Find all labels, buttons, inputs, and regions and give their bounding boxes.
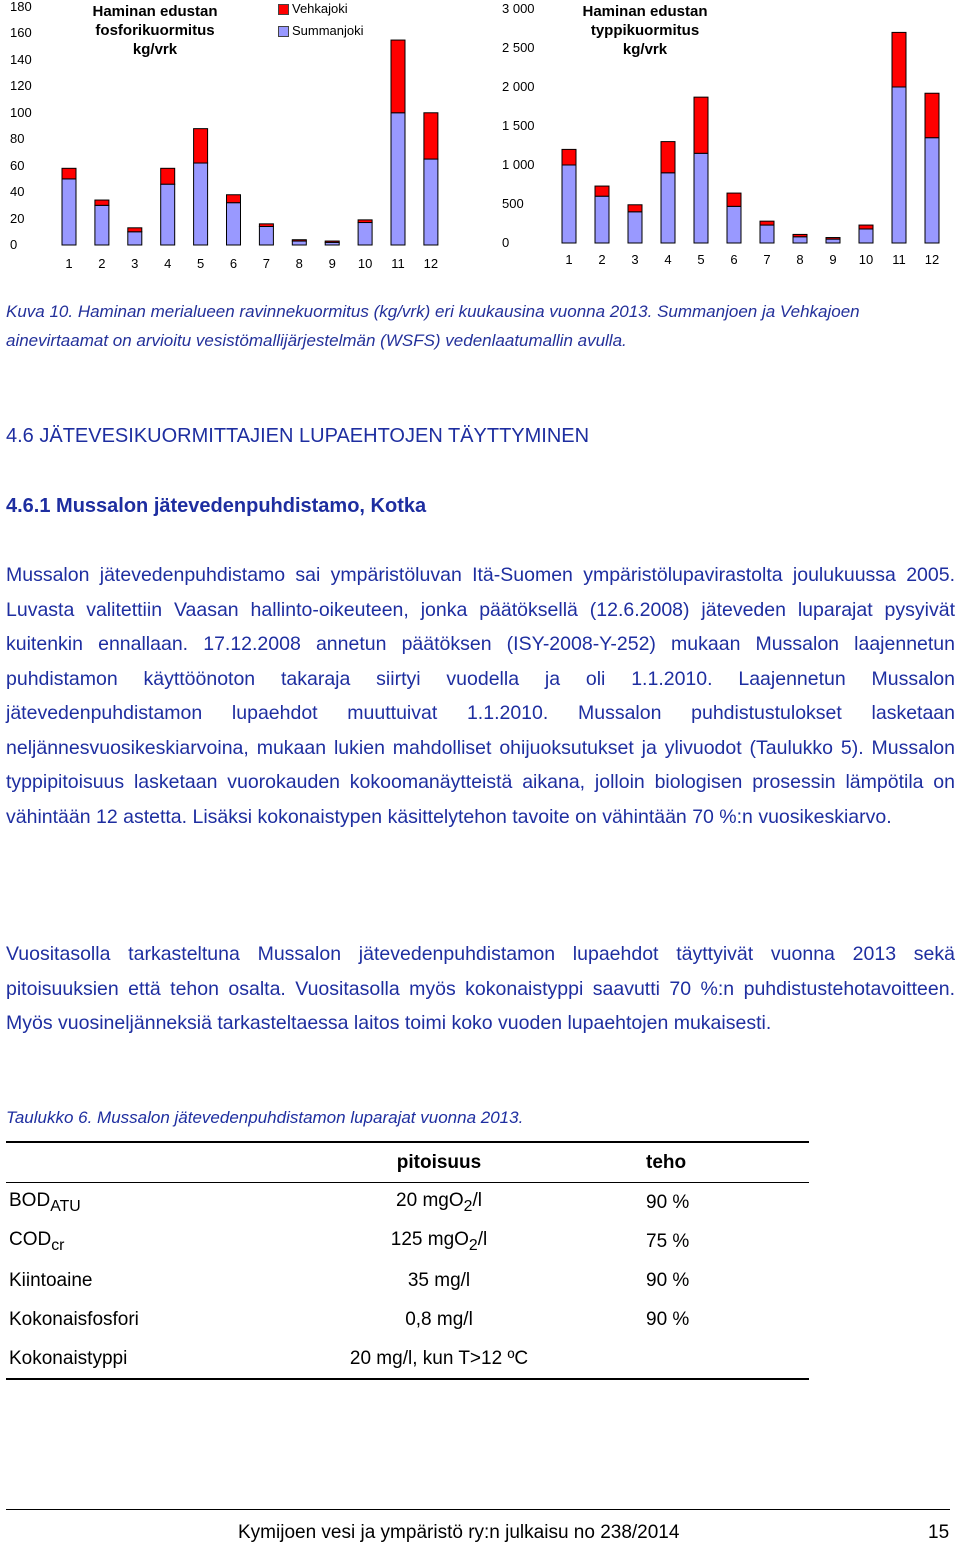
bar-vehkajoki-11 [892, 32, 906, 87]
bar-summanjoki-12 [925, 138, 939, 243]
bar-vehkajoki-7 [760, 221, 774, 225]
y-tick-label: 60 [10, 157, 25, 173]
table-header-cell [6, 1142, 309, 1183]
bar-vehkajoki-1 [562, 149, 576, 165]
x-tick-label: 2 [598, 252, 606, 267]
y-tick-label: 180 [10, 0, 32, 14]
eff-cell: 90 % [646, 1308, 690, 1330]
table-row [6, 1222, 809, 1261]
x-tick-label: 8 [295, 256, 303, 271]
bar-vehkajoki-12 [925, 93, 939, 137]
bar-summanjoki-8 [793, 237, 807, 243]
y-tick-label: 500 [502, 196, 524, 211]
x-tick-label: 7 [262, 256, 270, 271]
y-tick-label: 3 000 [502, 1, 535, 16]
subsection-heading: 4.6.1 Mussalon jätevedenpuhdistamo, Kotka [6, 495, 427, 517]
x-tick-label: 10 [357, 256, 373, 271]
eff-cell: 90 % [646, 1191, 690, 1213]
x-tick-label: 9 [328, 256, 336, 271]
table-row [6, 1300, 809, 1339]
x-tick-label: 1 [565, 252, 573, 267]
x-tick-label: 12 [423, 256, 439, 271]
y-tick-label: 0 [502, 235, 510, 250]
x-tick-label: 9 [829, 252, 837, 267]
legend-label: Vehkajoki [292, 1, 348, 16]
table-header-cell: teho [569, 1142, 809, 1183]
bar-vehkajoki-9 [826, 238, 840, 240]
x-tick-label: 5 [196, 256, 205, 271]
x-tick-label: 1 [65, 256, 73, 271]
y-tick-label: 100 [10, 104, 32, 120]
table-row [6, 1261, 809, 1300]
bar-vehkajoki-5 [694, 97, 708, 153]
x-tick-label: 7 [763, 252, 771, 267]
x-tick-label: 12 [924, 252, 940, 267]
chart-title: Haminan edustan fosforikuormitus kg/vrk [92, 3, 218, 58]
bar-vehkajoki-6 [727, 193, 741, 206]
conc-cell: 20 mgO$_2$/l [396, 1189, 482, 1215]
x-tick-label: 3 [131, 256, 139, 271]
y-tick-label: 1 000 [502, 157, 535, 172]
bar-summanjoki-3 [628, 212, 642, 243]
bar-summanjoki-5 [694, 153, 708, 243]
permit-limits-table [6, 1141, 809, 1380]
y-tick-label: 2 500 [502, 40, 535, 55]
x-tick-label: 4 [664, 252, 672, 267]
x-tick-label: 2 [98, 256, 106, 271]
table-row [6, 1183, 809, 1223]
x-tick-label: 11 [391, 256, 405, 271]
y-tick-label: 0 [10, 237, 18, 252]
param-cell: Kokonaisfosfori [9, 1308, 139, 1330]
x-tick-label: 3 [631, 252, 639, 267]
footer-divider [6, 1509, 950, 1510]
x-tick-label: 8 [796, 252, 804, 267]
param-cell: $BOD_{ATU}$ [9, 1189, 81, 1215]
eff-cell: 90 % [646, 1269, 690, 1291]
bar-vehkajoki-2 [595, 186, 609, 196]
table-row [6, 1339, 809, 1379]
x-tick-label: 6 [229, 256, 238, 271]
y-tick-label: 20 [10, 210, 25, 226]
param-cell: $COD_{cr}$ [9, 1228, 65, 1254]
bar-summanjoki-4 [661, 173, 675, 243]
y-tick-label: 80 [10, 131, 25, 147]
bar-vehkajoki-10 [859, 225, 873, 229]
y-tick-label: 2 000 [502, 79, 535, 94]
param-cell: Kokonaistyppi [6, 1339, 309, 1379]
table-caption: Taulukko 6. Mussalon jätevedenpuhdistamon luparajat vuonna 2013. [6, 1108, 524, 1127]
bar-summanjoki-9 [826, 239, 840, 243]
y-tick-label: 40 [10, 184, 25, 200]
legend-label: Summanjoki [292, 23, 364, 38]
x-tick-label: 5 [697, 252, 705, 267]
bar-summanjoki-6 [727, 206, 741, 243]
footer-publication: Kymijoen vesi ja ympäristö ry:n julkaisu no 238/2014 [238, 1522, 680, 1543]
conc-cell: 20 mg/l, kun T>12 ºC [309, 1339, 569, 1379]
table-header-cell: pitoisuus [309, 1142, 569, 1183]
bar-summanjoki-2 [595, 196, 609, 243]
y-tick-label: 160 [10, 25, 32, 41]
section-heading: 4.6 JÄTEVESIKUORMITTAJIEN LUPAEHTOJEN TÄYTTYMINEN [6, 425, 590, 447]
table-header-row [6, 1142, 809, 1183]
x-tick-label: 10 [858, 252, 874, 267]
conc-cell: 0,8 mg/l [405, 1308, 473, 1330]
bar-summanjoki-1 [562, 165, 576, 243]
chart-nitrogen [0, 0, 960, 280]
y-tick-label: 120 [10, 78, 32, 94]
x-tick-label: 6 [730, 252, 738, 267]
bar-summanjoki-10 [859, 229, 873, 243]
eff-cell: 75 % [646, 1230, 690, 1252]
x-tick-label: 4 [164, 256, 172, 271]
conc-cell: 35 mg/l [407, 1269, 471, 1291]
eff-cell [569, 1339, 809, 1379]
page-number: 15 [928, 1522, 950, 1543]
y-tick-label: 1 500 [502, 118, 535, 133]
param-cell: Kiintoaine [9, 1269, 93, 1291]
figure-caption: Kuva 10. Haminan merialueen ravinnekuormitus (kg/vrk) eri kuukausina vuonna 2013. Summanjoen ja Vehkajoen ainevirtaamat on arvioitu vesistömallijärjestelmän (WSFS) vedenlaatumallin avulla. [6, 302, 860, 350]
bar-vehkajoki-3 [628, 205, 642, 212]
chart-plot-area [0, 0, 960, 280]
bar-vehkajoki-4 [661, 142, 675, 173]
bar-summanjoki-7 [760, 225, 774, 243]
bar-vehkajoki-8 [793, 234, 807, 236]
y-tick-label: 140 [10, 51, 32, 67]
x-tick-label: 11 [892, 252, 906, 267]
bar-summanjoki-11 [892, 87, 906, 243]
paragraph: Vuositasolla tarkasteltuna Mussalon jätevedenpuhdistamon lupaehdot täyttyivät vuonna 2013 sekä pitoisuuksien että tehon osalta. Vuositasolla myös kokonaistyppi saavutti 70 %:n puhdistustehotavoitteen. Myös vuosineljänneksiä tarkasteltaessa laitos toimi koko vuoden lupaehtojen mukaisesti. [6, 943, 955, 1034]
conc-cell: 125 mgO$_2$/l [390, 1228, 488, 1254]
chart-title: Haminan edustan typpikuormitus kg/vrk [582, 3, 708, 58]
paragraph: Mussalon jätevedenpuhdistamo sai ympäristöluvan Itä-Suomen ympäristölupavirastolta joulukuussa 2005. Luvasta valitettiin Vaasan hallinto-oikeuteen, jonka päätöksellä (12.6.2008) jäteveden luparajat pysyivät kuitenkin ennallaan. 17.12.2008 annetun päätöksen (ISY-2008-Y-252) mukaan Mussalon laajennetun puhdistamon käyttöönoton takaraja siirtyi vuodella ja oli 1.1.2010. Laajennetun Mussalon jätevedenpuhdistamon lupaehdot muuttuivat 1.1.2010. Mussalon puhdistustulokset lasketaan neljännesvuosikeskiarvoina, mukaan lukien mahdolliset ohijuoksutukset ja ylivuodot (Taulukko 5). Mussalon typpipitoisuus lasketaan vuorokauden kokoomanäytteistä aikana, jolloin biologisen prosessin lämpötila on vähintään 12 astetta. Lisäksi kokonaistypen käsittelytehon tavoite on vähintään 70 %:n vuosikeskiarvo. [6, 564, 955, 828]
